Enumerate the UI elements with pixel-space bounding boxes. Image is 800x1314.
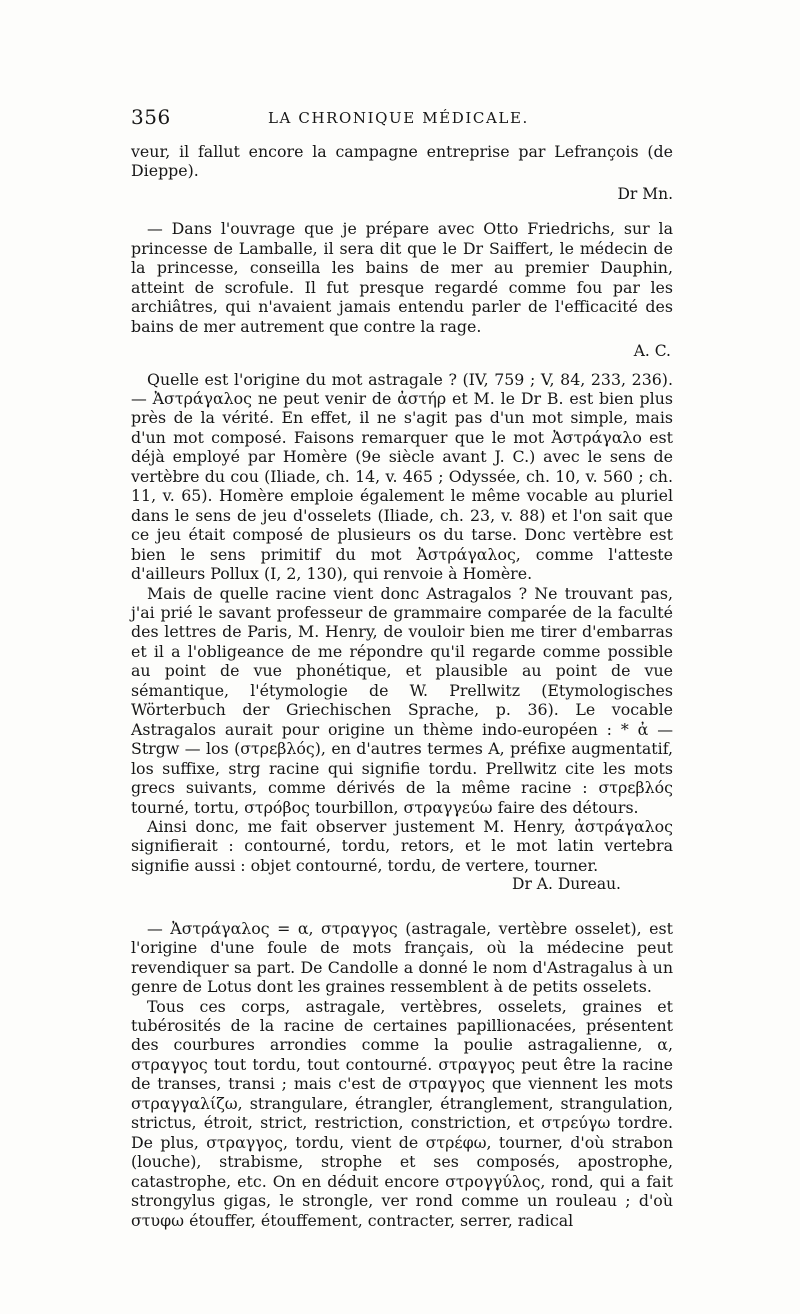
paragraph-continuation: veur, il fallut encore la campagne entreprise par Lefrançois (de Dieppe).	[131, 142, 673, 181]
signature-ac: A. C.	[633, 342, 671, 361]
page-header	[131, 105, 673, 131]
paragraph-lamballe: — Dans l'ouvrage que je prépare avec Otto Friedrichs, sur la princesse de Lamballe, il sera dit que le Dr Saiffert, le médecin de la princesse, conseilla les bains de mer au premier Dauphin, atteint de scrofule. Il fut presque regardé comme fou par les archiâtres, qui n'avaient jamais entendu parler de l'efficacité des bains de mer autrement que contre la rage.	[131, 219, 673, 336]
running-title: LA CHRONIQUE MÉDICALE.	[268, 109, 529, 127]
paragraph-astragalos-root: Mais de quelle racine vient donc Astragalos ? Ne trouvant pas, j'ai prié le savant professeur de grammaire comparée de la faculté des lettres de Paris, M. Henry, de vouloir bien me tirer d'embarras et il a l'obligeance de me répondre qu'il regarde comme possible au point de vue phonétique, et plausible au point de vue sémantique, l'étymologie de W. Prellwitz (Etymologisches Wörterbuch der Griechischen Sprache, p. 36). Le vocable Astragalos aurait pour origine un thème indo-européen : * ἀ — Strgw — los (στρεβλός), en d'autres termes A, préfixe augmentatif, los suffixe, strg racine qui signifie tordu. Prellwitz cite les mots grecs suivants, comme dérivés de la même racine : στρεβλός tourné, tortu, στρόβος tourbillon, στραγγεύω faire des détours.	[131, 583, 673, 817]
signature-dureau: Dr A. Dureau.	[512, 875, 621, 894]
page-body	[131, 142, 673, 1230]
paragraph-etymology: Tous ces corps, astragale, vertèbres, osselets, graines et tubérosités de la racine de certaines papillionacées, présentent des courbures arrondies comme la poulie astragalienne, α, στραγγος tout tordu, tout contourné. στραγγος peut être la racine de transes, transi ; mais c'est de στραγγος que viennent les mots στραγγαλίζω, strangulare, étrangler, étranglement, strangulation, strictus, étroit, strict, restriction, constriction, et στρεύγω tordre. De plus, στραγγος, tordu, vient de στρέφω, tourner, d'où strabon (louche), strabisme, strophe et ses composés, apostrophe, catastrophe, etc. On en déduit encore στρογγύλος, rond, qui a fait strongylus gigas, le strongle, ver rond comme un rouleau ; d'où στυφω étouffer, étouffement, contracter, serrer, radical	[131, 996, 673, 1230]
paragraph-astragalus-genus: — Ἀστράγαλος = α, στραγγος (astragale, vertèbre osselet), est l'origine d'une foule de mots français, où la médecine peut revendiquer sa part. De Candolle a donné le nom d'Astragalus à un genre de Lotus dont les graines ressemblent à de petits osselets.	[131, 918, 673, 997]
signature-dr-mn: Dr Mn.	[617, 184, 673, 203]
paragraph-astragale-question: Quelle est l'origine du mot astragale ? (IV, 759 ; V, 84, 233, 236). — Ἀστράγαλος ne peut venir de ἀστήρ et M. le Dr B. est bien plus près de la vérité. En effet, il ne s'agit pas d'un mot simple, mais d'un mot composé. Faisons remarquer que le mot Ἀστράγαλο est déjà employé par Homère (9e siècle avant J. C.) avec le sens de vertèbre du cou (Iliade, ch. 14, v. 465 ; Odyssée, ch. 10, v. 560 ; ch. 11, v. 65). Homère emploie également le même vocable au pluriel dans le sens de jeu d'osselets (Iliade, ch. 23, v. 88) et l'on sait que ce jeu était composé de plusieurs os du tarse. Donc vertèbre est bien le sens primitif du mot Ἀστράγαλος, comme l'atteste d'ailleurs Pollux (I, 2, 130), qui renvoie à Homère.	[131, 369, 673, 584]
page-number: 356	[131, 105, 171, 129]
paragraph-henry: Ainsi donc, me fait observer justement M. Henry, ἀστράγαλος signifierait : contourné, tordu, retors, et le mot latin vertebra signifie aussi : objet contourné, tordu, de vertere, tourner.	[131, 816, 673, 875]
